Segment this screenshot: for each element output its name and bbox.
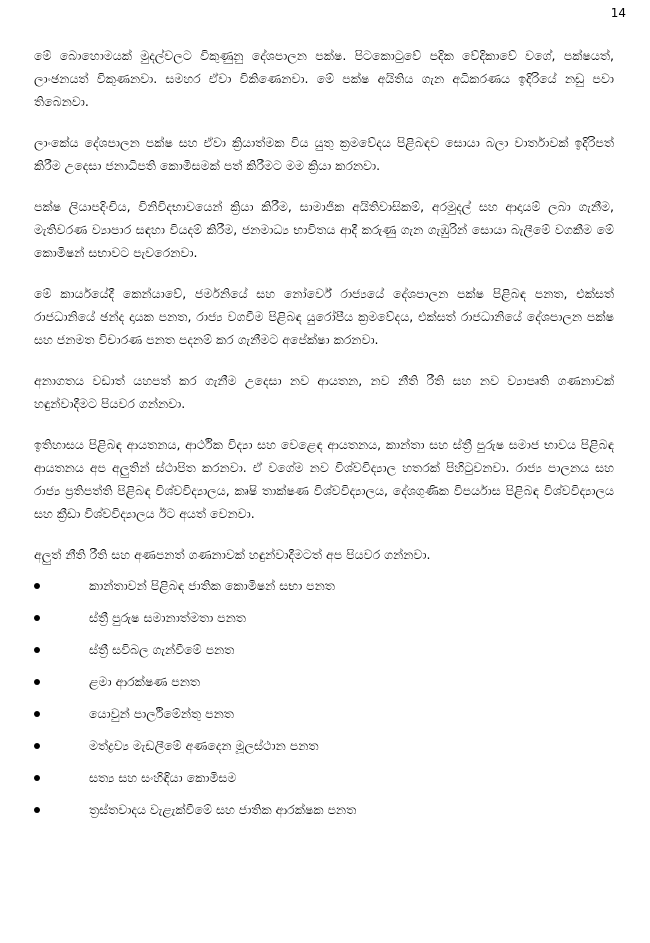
list-item xyxy=(34,602,614,634)
laws-bullet-list xyxy=(34,570,614,826)
list-item xyxy=(34,730,614,762)
paragraph-international-models: මේ කාර්යයේදී කෙන්යාවේ, ජර්මනියේ සහ නෝර්වේ රාජ්‍යයේ දේශපාලන පක්ෂ පිළිබඳ පනත, එක්සත් රාජධානියේ ඡන්ද දායක පනත, රාජ්‍ය වගවීම පිළිබඳ යුරෝපීය ක්‍රමවේදය, එක්සත් රාජධානියේ දේශපාලන පක්ෂ සහ ජනමත විචාරණ පනත පදනම් කර ගැනීමට අපේක්ෂා කරනවා. xyxy=(34,286,614,347)
list-item-text: ස්ත්‍රී සවිබල ගැන්වීමේ පනත xyxy=(89,642,235,657)
list-item-text: මත්ද්‍රව්‍ය මැඩලීමේ අණදෙන මූලස්ථාන පනත xyxy=(89,738,319,753)
list-item-text: ත්‍රස්තවාදය වැළැක්වීමේ සහ ජාතික ආරක්ෂක පනත xyxy=(89,802,357,817)
bullet-icon xyxy=(34,807,40,813)
bullet-icon xyxy=(34,743,40,749)
list-item xyxy=(34,762,614,794)
list-item-text: ළමා ආරක්ෂණ පනත xyxy=(89,674,201,689)
bullet-icon xyxy=(34,775,40,781)
list-item xyxy=(34,698,614,730)
list-item-text: යොවුන් පාර්ලිමේන්තු පනත xyxy=(89,706,234,721)
bullet-icon xyxy=(34,615,40,621)
list-item-text: කාන්තාවන් පිළිබඳ ජාතික කොමිෂන් සභා පනත xyxy=(89,578,335,593)
paragraph-new-laws-intro: අලුත් නීති රීති සහ අණපනත් ගණනාවක් හඳුන්වාදීමටත් අප පියවර ගන්නවා. xyxy=(34,547,431,562)
page-number: 14 xyxy=(610,6,626,20)
paragraph-institutes-universities: ඉතිහාසය පිළිබඳ ආයතනය, ආර්ථික විද්‍යා සහ වෙළෙඳ ආයතනය, කාන්තා සහ ස්ත්‍රී පුරුෂ සමාජ භාවය පිළිබඳ ආයතනය අප අලුතින් ස්ථාපිත කරනවා. ඒ වගේම නව විශ්වවිද්‍යාල හතරක් පිහිටුවනවා. රාජ්‍ය පාලනය සහ රාජ්‍ය ප්‍රතිපත්ති පිළිබඳ විශ්වවිද්‍යාලය, කෘෂි තාක්ෂණ විශ්වවිද්‍යාලය, දේශගුණික විපර්යාස පිළිබඳ විශ්වවිද්‍යාලය සහ ක්‍රීඩා විශ්වවිද්‍යාලය ඊට අයත් වෙනවා. xyxy=(34,437,614,521)
list-item xyxy=(34,570,614,602)
paragraph-commission-duties: පක්ෂ ලියාපදිංචිය, විනිවිදභාවයෙන් ක්‍රියා කිරීම, සාමාජික අයිතිවාසිකම්, අරමුදල් සහ ආදායම් ලබා ගැනීම, මැතිවරණ ව්‍යාපාර සඳහා වියදම් කිරීම, ජනමාධ්‍ය භාවිතය ආදී කරුණු ගැන ගැඹුරින් සොයා බැලීමේ වගකීම මේ කොමිෂන් සභාවට පැවරෙනවා. xyxy=(34,199,614,260)
bullet-icon xyxy=(34,583,40,589)
bullet-icon xyxy=(34,647,40,653)
list-item xyxy=(34,794,614,826)
list-item xyxy=(34,634,614,666)
list-item-text: ස්ත්‍රී පුරුෂ සමානාත්මතා පනත xyxy=(89,610,246,625)
paragraph-presidential-commission: ලාංකේය දේශපාලන පක්ෂ සහ ඒවා ක්‍රියාත්මක විය යුතු ක්‍රමවේදය පිළිබඳව සොයා බලා වාර්තාවක් ඉදිරිපත් කිරීම උදෙසා ජනාධිපති කොමිසමක් පත් කිරීමට මම ක්‍රියා කරනවා. xyxy=(34,135,614,173)
list-item xyxy=(34,666,614,698)
page-body xyxy=(34,44,614,826)
paragraph-new-institutions: අනාගතය වඩාත් යහපත් කර ගැනීම උදෙසා නව ආයතන, නව නීති රීති සහ නව ව්‍යාපෘති ගණනාවක් හඳුන්වාදීමට පියවර ගන්නවා. xyxy=(34,373,614,411)
list-item-text: සත්‍ය සහ සංහිඳියා කොමිසම xyxy=(89,770,237,785)
paragraph-party-sales: මේ බොහොමයක් මුදල්වලට විකුණුනු දේශපාලන පක්ෂ. පිටකොටුවේ පදික වේදිකාවේ වගේ, පක්ෂයත්, ලාංඡනයත් විකුණනවා. සමහර ඒවා විකිණෙනවා. මේ පක්ෂ අයිතිය ගැන අධිකරණය ඉදිරියේ නඩු පවා තිබෙනවා. xyxy=(34,48,614,109)
bullet-icon xyxy=(34,711,40,717)
bullet-icon xyxy=(34,679,40,685)
